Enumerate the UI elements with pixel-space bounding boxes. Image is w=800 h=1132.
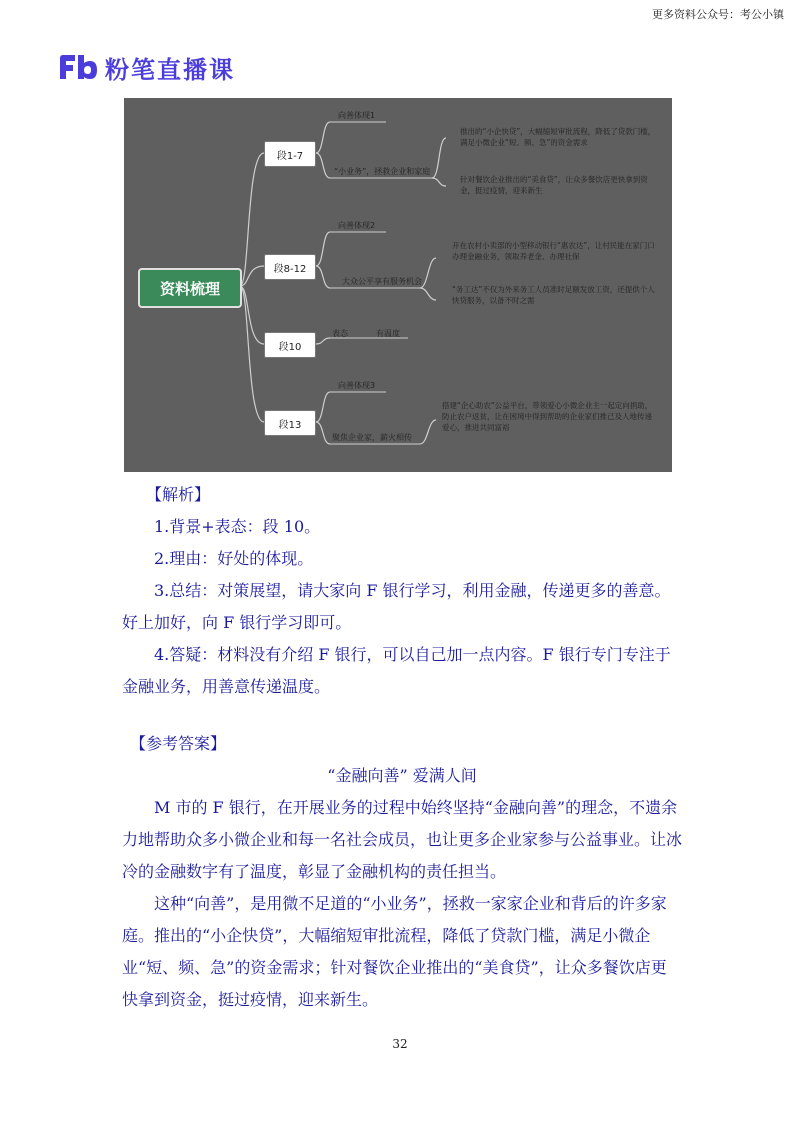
- mindmap-branch: 段13: [264, 410, 316, 436]
- mindmap-branch: 段10: [264, 332, 316, 358]
- mindmap-root: 资料梳理: [138, 268, 242, 308]
- fb-logo-icon: [57, 52, 99, 82]
- answer-paragraph: M 市的 F 银行，在开展业务的过程中始终坚持“金融向善”的理念，不遗余力地帮助众多小微企业和每一名社会成员，也让更多企业家参与公益事业。让冰冷的金融数字有了温度，彰显了金融机构的责任担当。: [122, 798, 683, 881]
- brand-logo: [57, 50, 235, 84]
- analysis-item: 4.答疑：材料没有介绍 F 银行，可以自己加一点内容。F 银行专门专注于金融业务，用善意传递温度。: [122, 645, 671, 696]
- mindmap-sub: 大众公平享有服务机会: [342, 277, 422, 286]
- page-number: 32: [392, 1037, 408, 1051]
- analysis-heading: 【解析】: [146, 485, 211, 504]
- answer-paragraph: 这种“向善”，是用微不足道的“小业务”，拯救一家家企业和背后的许多家庭。推出的“小企快贷”，大幅缩短审批流程，降低了贷款门槛，满足小微企业“短、频、急”的资金需求；针对餐饮企业推出的“美食贷”，让众多餐饮店更快拿到资金，挺过疫情，迎来新生。: [122, 894, 667, 1009]
- answer-section: [122, 728, 682, 1016]
- answer-title: “金融向善” 爱满人间: [327, 766, 477, 785]
- mindmap-sub: 向善体现3: [338, 381, 376, 390]
- answer-heading: 【参考答案】: [130, 734, 227, 753]
- brand-name: 粉笔直播课: [105, 55, 235, 84]
- mindmap-sub: 表态: [332, 329, 348, 338]
- mindmap-branch: 段8-12: [264, 254, 316, 280]
- analysis-item: 3.总结：对策展望，请大家向 F 银行学习，利用金融，传递更多的善意。好上加好，向 F 银行学习即可。: [122, 581, 671, 632]
- top-note: 更多资料公众号：考公小镇: [652, 8, 784, 21]
- analysis-item: 2.理由：好处的体现。: [154, 549, 314, 568]
- mindmap-leaf: 开在农村小卖部的小型移动银行“惠农达”，让村民能在家门口办理金融业务，领取养老金、办理社保: [452, 241, 655, 261]
- analysis-section: [122, 479, 682, 703]
- mindmap-leaf: 搭建“企心助农”公益平台，带领爱心小微企业主一起定向捐助，防止农户返贫，让在困境中得到帮助的企业家们推己及人地传递爱心，推进共同富裕: [442, 401, 653, 432]
- mindmap-sub: 向善体现1: [338, 111, 376, 120]
- mindmap-leaf: 针对餐饮企业推出的“美食贷”，让众多餐饮店更快拿到资金，挺过疫情，迎来新生: [460, 175, 648, 195]
- mindmap-sub: 有温度: [376, 329, 400, 338]
- mindmap-image: [124, 98, 672, 472]
- mindmap-sub: 聚焦企业家，薪火相传: [332, 433, 412, 442]
- mindmap-branch: 段1-7: [264, 141, 316, 167]
- mindmap-sub: 向善体现2: [338, 221, 376, 230]
- mindmap-sub: “小业务”，拯救企业和家庭: [334, 167, 431, 176]
- analysis-item: 1.背景+表态：段 10。: [154, 517, 321, 536]
- mindmap-leaf: “务工达”不仅为外来务工人员准时足额发放工资，还提供个人快贷服务，以备不时之需: [452, 285, 655, 305]
- mindmap-leaf: 推出的“小企快贷”，大幅缩短审批流程，降低了贷款门槛，满足小微企业“短、频、急”的资金需求: [460, 127, 656, 147]
